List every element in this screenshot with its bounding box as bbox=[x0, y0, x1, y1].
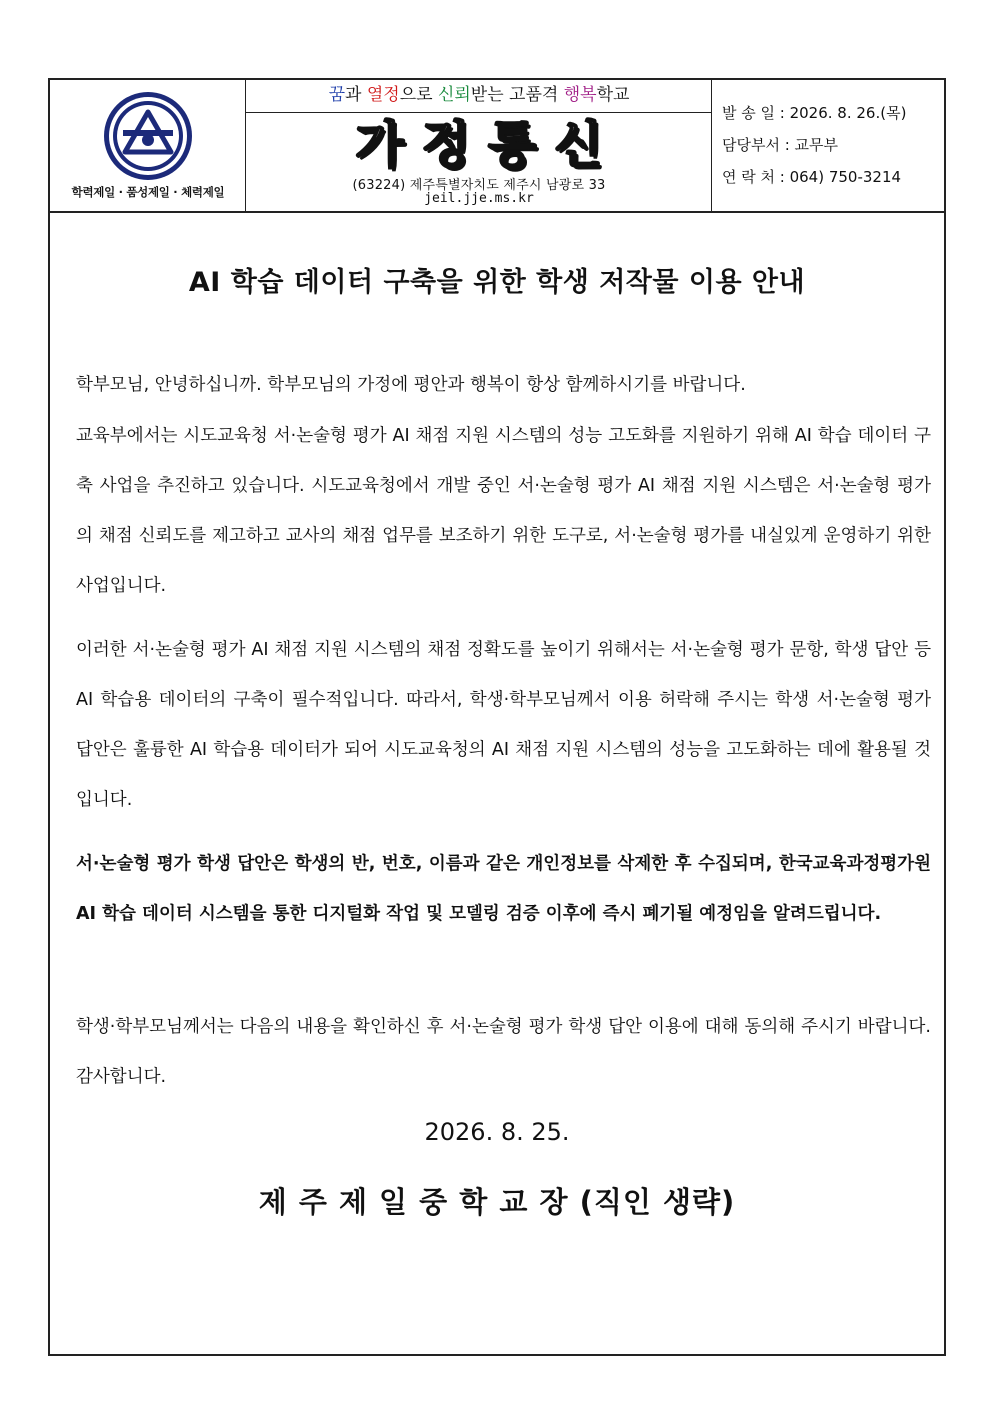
paragraph-background: 교육부에서는 시도교육청 서·논술형 평가 AI 채점 지원 시스템의 성능 고도화를 지원하기 위해 AI 학습 데이터 구축 사업을 추진하고 있습니다. 시도교육청에서 개발 중인 서·논술형 평가 AI 채점 지원 시스템은 서·논술형 평가의 채점 신뢰도를 제고하고 교사의 채점 업무를 보조하기 위한 도구로, 서·논술형 평가를 내실있게 운영하기 위한 사업입니다. bbox=[76, 426, 931, 596]
school-address: (63224) 제주특별자치도 제주시 남광로 33 bbox=[352, 178, 606, 193]
school-motto: 학력제일 · 품성제일 · 체력제일 bbox=[71, 185, 225, 199]
school-logo-cell bbox=[50, 80, 246, 211]
info-cell bbox=[712, 80, 944, 211]
masthead-cell bbox=[246, 80, 712, 211]
school-emblem-icon bbox=[101, 90, 195, 182]
contact: 연 락 처 : 064) 750-3214 bbox=[722, 168, 902, 186]
signer: 제 주 제 일 중 학 교 장 (직인 생략) bbox=[258, 1185, 736, 1219]
paragraph-purpose: 이러한 서·논술형 평가 AI 채점 지원 시스템의 채점 정확도를 높이기 위해서는 서·논술형 평가 문항, 학생 답안 등 AI 학습용 데이터의 구축이 필수적입니다. 따라서, 학생·학부모님께서 이용 허락해 주시는 학생 서·논술형 평가 답안은 훌륭한 AI 학습용 데이터가 되어 시도교육청의 AI 채점 지원 시스템의 성능을 고도화하는 데에 활용될 것입니다. bbox=[76, 640, 931, 810]
school-website: jeil.jje.ms.kr bbox=[424, 191, 534, 206]
slogan-word: 행복 bbox=[563, 85, 597, 105]
document-title: AI 학습 데이터 구축을 위한 학생 저작물 이용 안내 bbox=[188, 267, 806, 298]
document-frame bbox=[48, 78, 946, 1356]
slogan-word: 으로 bbox=[399, 85, 438, 105]
paragraph-greeting: 학부모님, 안녕하십니까. 학부모님의 가정에 평안과 행복이 항상 함께하시기를 바랍니다. bbox=[76, 375, 746, 395]
paragraph-request: 학생·학부모님께서는 다음의 내용을 확인하신 후 서·논술형 평가 학생 답안 이용에 대해 동의해 주시기 바랍니다. 감사합니다. bbox=[76, 1017, 931, 1087]
school-slogan bbox=[246, 80, 712, 113]
letterhead bbox=[50, 80, 944, 213]
department: 담당부서 : 교무부 bbox=[722, 136, 839, 154]
paragraph-privacy-notice: 서·논술형 평가 학생 답안은 학생의 반, 번호, 이름과 같은 개인정보를 삭제한 후 수집되며, 한국교육과정평가원 AI 학습 데이터 시스템을 통한 디지털화 작업 및 모델링 검증 이후에 즉시 폐기될 예정임을 알려드립니다. bbox=[76, 854, 931, 924]
slogan-word: 받는 고품격 bbox=[470, 85, 564, 105]
slogan-word: 학교 bbox=[596, 85, 630, 105]
slogan-word: 꿈 bbox=[328, 85, 345, 105]
slogan-word: 신뢰 bbox=[437, 85, 471, 105]
slogan-word: 과 bbox=[345, 85, 367, 105]
document-date: 2026. 8. 25. bbox=[424, 1118, 570, 1146]
newsletter-title: 가정통신 bbox=[355, 116, 621, 174]
slogan-word: 열정 bbox=[366, 85, 400, 105]
send-date: 발 송 일 : 2026. 8. 26.(목) bbox=[722, 104, 907, 122]
